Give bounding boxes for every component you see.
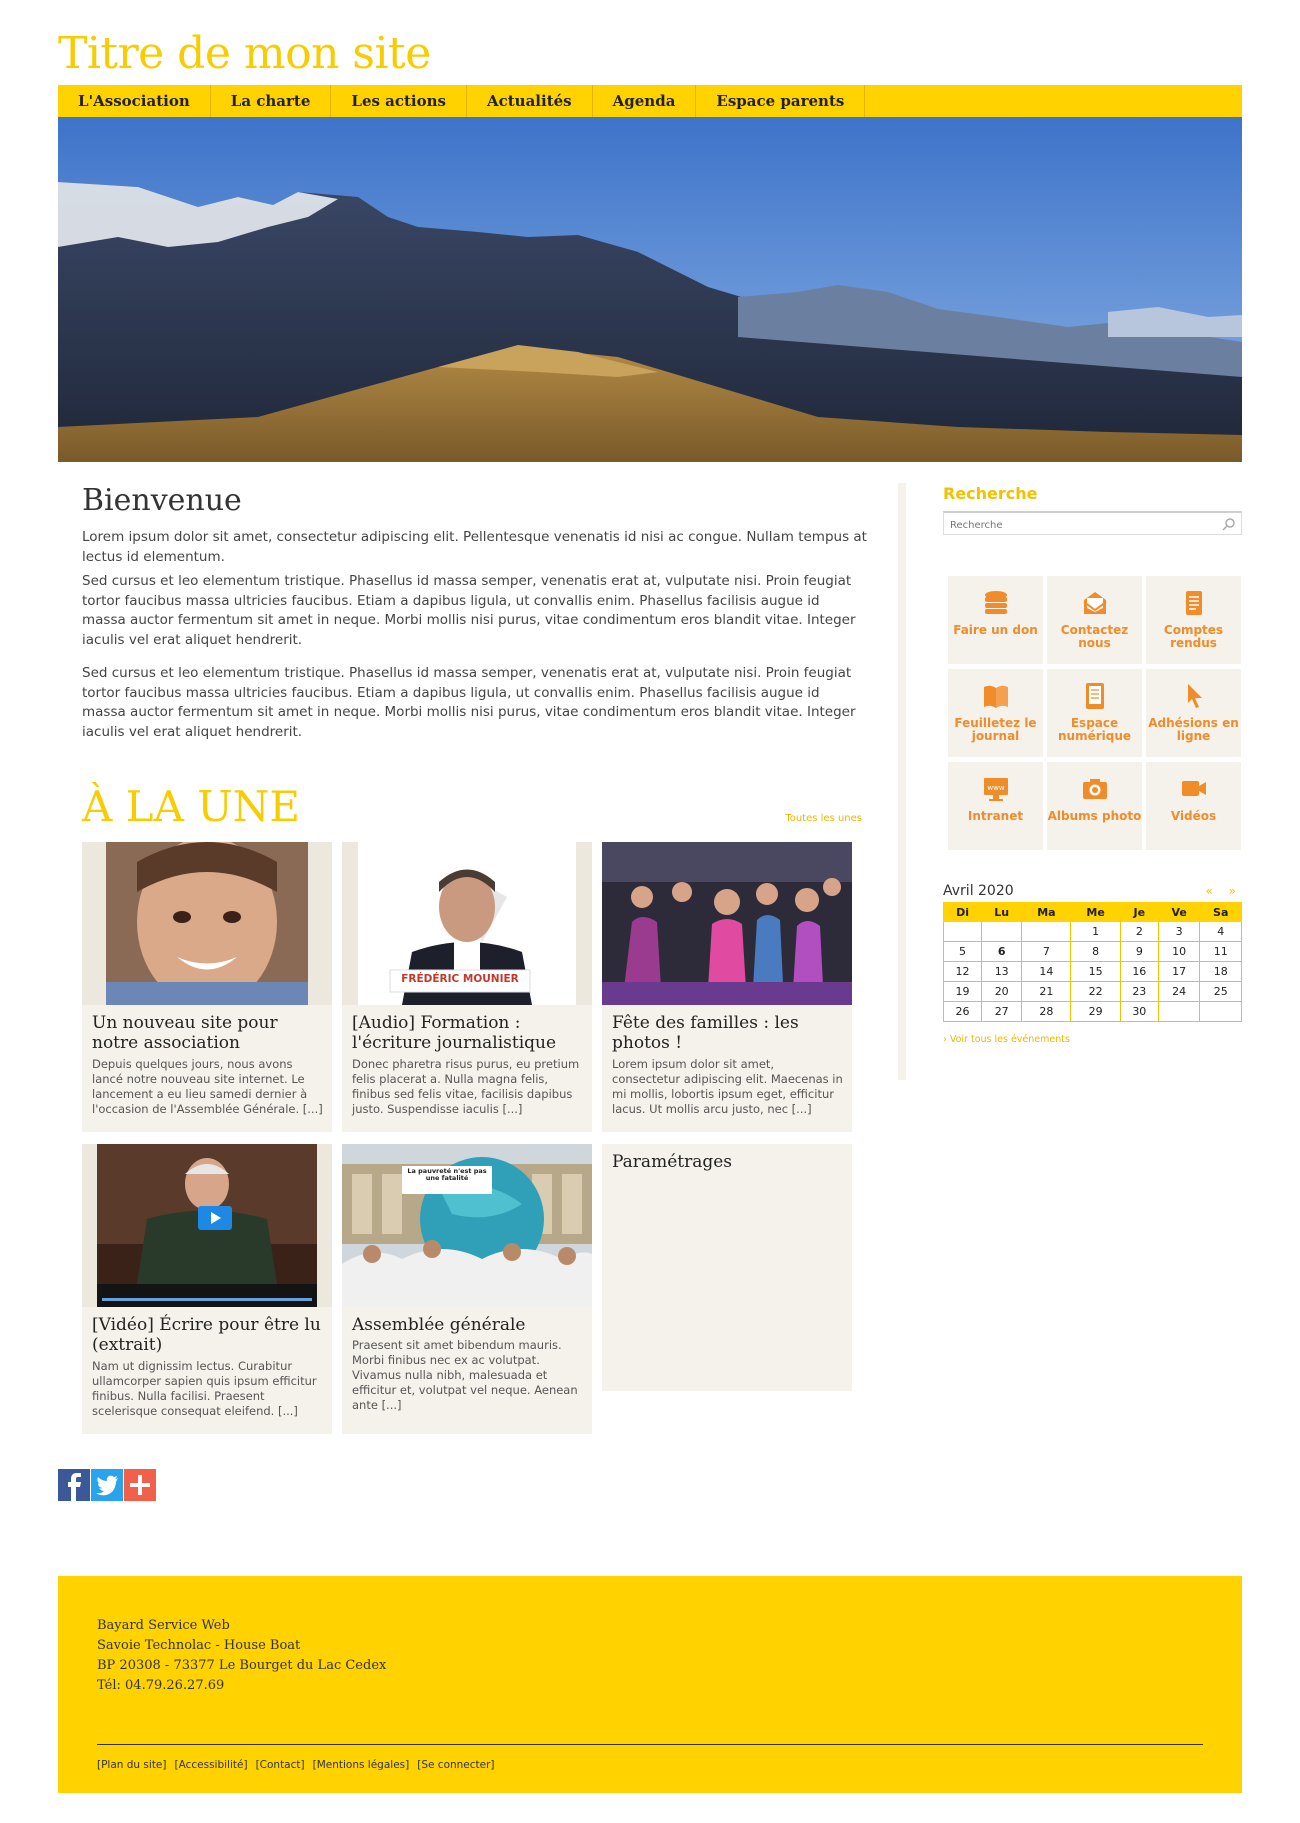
news-card[interactable]: [342, 1144, 592, 1434]
footer-link-contact[interactable]: [Contact]: [255, 1759, 305, 1771]
calendar-day[interactable]: 15: [1071, 962, 1120, 982]
nav-item-espace-parents[interactable]: Espace parents: [696, 85, 865, 117]
card-image-sign: La pauvreté n'est pas une fatalité: [407, 1167, 487, 1182]
tile-label: Adhésions en ligne: [1148, 716, 1239, 743]
calendar-day[interactable]: 17: [1158, 962, 1200, 982]
card-image[interactable]: [342, 842, 592, 1005]
nav-item-agenda[interactable]: Agenda: [593, 85, 697, 117]
tile-label: Feuilletez le journal: [954, 716, 1037, 743]
twitter-icon[interactable]: [91, 1469, 123, 1501]
calendar-day[interactable]: 21: [1022, 982, 1071, 1002]
tile-label: Vidéos: [1170, 809, 1217, 823]
tile-label: Intranet: [967, 809, 1024, 823]
footer-link-plan[interactable]: [Plan du site]: [97, 1759, 167, 1771]
tile-faire-un-don[interactable]: [948, 576, 1043, 664]
calendar-day[interactable]: 13: [982, 962, 1022, 982]
tile-videos[interactable]: [1146, 762, 1241, 850]
une-header: [82, 782, 862, 832]
calendar-day[interactable]: 2: [1120, 922, 1158, 942]
footer-address-line: BP 20308 - 73377 Le Bourget du Lac Cedex: [97, 1658, 387, 1673]
tile-feuilletez-journal[interactable]: [948, 669, 1043, 757]
book-icon: [982, 681, 1010, 711]
calendar-day[interactable]: 28: [1022, 1002, 1071, 1022]
welcome-title: Bienvenue: [82, 483, 242, 518]
footer-link-accessibilite[interactable]: [Accessibilité]: [174, 1759, 248, 1771]
nav-item-charte[interactable]: La charte: [211, 85, 332, 117]
search-box: [943, 511, 1242, 535]
play-button-icon[interactable]: [198, 1206, 232, 1230]
calendar-day-header: Lu: [982, 903, 1022, 922]
search-input[interactable]: [944, 516, 1204, 536]
card-image[interactable]: [342, 1144, 592, 1307]
calendar-day[interactable]: 4: [1200, 922, 1242, 942]
calendar-empty-cell: [982, 922, 1022, 942]
monitor-icon: [982, 774, 1010, 804]
news-card[interactable]: [342, 842, 592, 1132]
calendar-day[interactable]: 9: [1120, 942, 1158, 962]
news-card[interactable]: [82, 842, 332, 1132]
calendar-day[interactable]: 8: [1071, 942, 1120, 962]
card-excerpt: Donec pharetra risus purus, eu pretium felis placerat a. Nulla magna felis, finibus sed felis vitae, facilisis dapibus justo. Suspendisse iaculis [...]: [352, 1057, 580, 1116]
tile-contactez-nous[interactable]: [1047, 576, 1142, 664]
calendar-day[interactable]: 24: [1158, 982, 1200, 1002]
footer-link-mentions[interactable]: [Mentions légales]: [312, 1759, 410, 1771]
calendar-day[interactable]: 12: [944, 962, 982, 982]
footer-address: [97, 1616, 386, 1696]
calendar-day[interactable]: 11: [1200, 942, 1242, 962]
tile-label: Espace numérique: [1057, 716, 1132, 743]
quick-links: [948, 576, 1244, 850]
calendar-day[interactable]: 30: [1120, 1002, 1158, 1022]
tile-adhesions-en-ligne[interactable]: [1146, 669, 1241, 757]
card-excerpt: Lorem ipsum dolor sit amet, consectetur adipiscing elit. Maecenas in mi mollis, lobortis ipsum eget, efficitur lacus. Ut mollis arcu justo, nec [...]: [612, 1057, 843, 1116]
calendar-day-header: Je: [1120, 903, 1158, 922]
main-nav: [58, 85, 1242, 117]
calendar-week: [944, 982, 1242, 1002]
calendar-empty-cell: [1200, 1002, 1242, 1022]
calendar-empty-cell: [1022, 922, 1071, 942]
card-image[interactable]: [82, 842, 332, 1005]
tile-comptes-rendus[interactable]: [1146, 576, 1241, 664]
calendar-day[interactable]: 3: [1158, 922, 1200, 942]
share-plus-icon[interactable]: [124, 1469, 156, 1501]
footer-address-line: Bayard Service Web: [97, 1618, 230, 1633]
calendar-day[interactable]: 22: [1071, 982, 1120, 1002]
card-excerpt: Depuis quelques jours, nous avons lancé notre nouveau site internet. Le lancement a eu lieu samedi dernier à l'occasion de l'Assemblée Générale. [...]: [92, 1057, 323, 1116]
tile-label: Faire un don: [953, 623, 1038, 637]
calendar-week: [944, 922, 1242, 942]
tablet-icon: [1081, 681, 1109, 711]
calendar-day[interactable]: 20: [982, 982, 1022, 1002]
column-divider: [898, 483, 906, 1080]
card-title[interactable]: Fête des familles : les photos !: [612, 1013, 799, 1053]
card-title[interactable]: [Audio] Formation : l'écriture journalistique: [352, 1013, 557, 1053]
calendar-day[interactable]: 7: [1022, 942, 1071, 962]
cursor-icon: [1180, 681, 1208, 711]
news-card[interactable]: [82, 1144, 332, 1434]
settings-card[interactable]: [602, 1144, 852, 1391]
calendar-month: Avril 2020: [943, 883, 1014, 899]
calendar-week: [944, 942, 1242, 962]
calendar-day-header: Ma: [1022, 903, 1071, 922]
calendar-day[interactable]: 1: [1071, 922, 1120, 942]
calendar: [943, 880, 1242, 1045]
social-share: [58, 1469, 156, 1501]
calendar-empty-cell: [1158, 1002, 1200, 1022]
card-title[interactable]: Un nouveau site pour notre association: [92, 1013, 278, 1053]
footer-address-line: Savoie Technolac - House Boat: [97, 1638, 301, 1653]
calendar-day-header: Ve: [1158, 903, 1200, 922]
footer-address-line: Tél: 04.79.26.27.69: [97, 1678, 225, 1693]
tile-label: Albums photo: [1047, 809, 1142, 823]
welcome-paragraph: Lorem ipsum dolor sit amet, consectetur adipiscing elit. Pellentesque venenatis id nisi ac congue. Nullam tempus at lectus id elementum.: [82, 529, 867, 565]
all-events-label: Voir tous les événements: [949, 1034, 1070, 1045]
welcome-paragraph: Sed cursus et leo elementum tristique. Phasellus id massa semper, venenatis erat at, vulputate nisi. Proin feugiat tortor faucibus massa ultricies faucibus. Etiam a dapibus ligula, ut convallis enim. Phasellus facilisis augue id massa auctor fermentum sit amet in neque. Morbi mollis nisi purus, vitae condimentum eros blandit vitae. Integer iaculis vel erat aliquet hendrerit.: [82, 573, 856, 648]
facebook-icon[interactable]: [58, 1469, 90, 1501]
card-image[interactable]: [602, 842, 852, 1005]
calendar-day-header: Di: [944, 903, 982, 922]
banner-image: [58, 117, 1242, 462]
card-excerpt: Nam ut dignissim lectus. Curabitur ullamcorper sapien quis ipsum efficitur finibus. Nulla facilisi. Praesent scelerisque consequat eleifend. [...]: [92, 1359, 317, 1418]
coins-icon: [982, 588, 1010, 618]
envelope-icon: [1081, 588, 1109, 618]
calendar-day[interactable]: 26: [944, 1002, 982, 1022]
search-title: Recherche: [943, 484, 1038, 503]
tile-label: Contactez nous: [1060, 623, 1129, 650]
welcome-paragraph: Sed cursus et leo elementum tristique. Phasellus id massa semper, venenatis erat at, vulputate nisi. Proin feugiat tortor faucibus massa ultricies faucibus. Etiam a dapibus ligula, ut convallis enim. Phasellus facilisis augue id massa auctor fermentum sit amet in neque. Morbi mollis nisi purus, vitae condimentum eros blandit vitae. Integer iaculis vel erat aliquet hendrerit.: [82, 665, 856, 740]
calendar-day[interactable]: 10: [1158, 942, 1200, 962]
calendar-day[interactable]: 23: [1120, 982, 1158, 1002]
camera-icon: [1081, 774, 1109, 804]
card-title[interactable]: Paramétrages: [612, 1152, 733, 1172]
calendar-day[interactable]: 29: [1071, 1002, 1120, 1022]
card-title[interactable]: [Vidéo] Écrire pour être lu (extrait): [92, 1315, 321, 1355]
tile-espace-numerique[interactable]: [1047, 669, 1142, 757]
tile-intranet[interactable]: [948, 762, 1043, 850]
nav-item-actions[interactable]: Les actions: [331, 85, 467, 117]
video-icon: [1180, 774, 1208, 804]
calendar-day[interactable]: 27: [982, 1002, 1022, 1022]
calendar-week: [944, 1002, 1242, 1022]
calendar-empty-cell: [944, 922, 982, 942]
svg-text:www: www: [986, 784, 1005, 792]
card-image-caption: FRÉDÉRIC MOUNIER: [401, 973, 519, 985]
welcome-section: [82, 483, 867, 747]
footer: [58, 1576, 1242, 1793]
news-card[interactable]: [602, 842, 852, 1132]
calendar-day[interactable]: 19: [944, 982, 982, 1002]
calendar-day[interactable]: 18: [1200, 962, 1242, 982]
calendar-week: [944, 962, 1242, 982]
calendar-day[interactable]: 5: [944, 942, 982, 962]
footer-divider: [97, 1744, 1203, 1745]
card-video[interactable]: [82, 1144, 332, 1307]
calendar-grid: [943, 902, 1242, 1022]
calendar-nav[interactable]: « »: [1205, 884, 1242, 898]
une-title: À LA UNE: [82, 782, 301, 831]
nav-item-association[interactable]: L'Association: [58, 85, 211, 117]
footer-link-connexion[interactable]: [Se connecter]: [417, 1759, 495, 1771]
calendar-day[interactable]: 14: [1022, 962, 1071, 982]
calendar-day[interactable]: 25: [1200, 982, 1242, 1002]
nav-item-actualites[interactable]: Actualités: [467, 85, 593, 117]
calendar-day[interactable]: 6: [982, 942, 1022, 962]
tile-albums-photo[interactable]: [1047, 762, 1142, 850]
calendar-day-header: Sa: [1200, 903, 1242, 922]
tile-label: Comptes rendus: [1163, 623, 1224, 650]
footer-links: [97, 1759, 495, 1771]
calendar-day-header: Me: [1071, 903, 1120, 922]
scroll-icon: [1180, 588, 1208, 618]
all-events-link[interactable]: › Voir tous les événements: [943, 1034, 1070, 1045]
all-news-link[interactable]: Toutes les unes: [785, 813, 862, 824]
card-title[interactable]: Assemblée générale: [352, 1315, 526, 1335]
calendar-day[interactable]: 16: [1120, 962, 1158, 982]
card-excerpt: Praesent sit amet bibendum mauris. Morbi finibus nec ex ac volutpat. Vivamus nulla nibh, malesuada et efficitur et, volutpat vel neque. Aenean ante [...]: [352, 1338, 578, 1412]
site-title[interactable]: Titre de mon site: [58, 28, 431, 79]
search-icon[interactable]: [1222, 517, 1236, 531]
